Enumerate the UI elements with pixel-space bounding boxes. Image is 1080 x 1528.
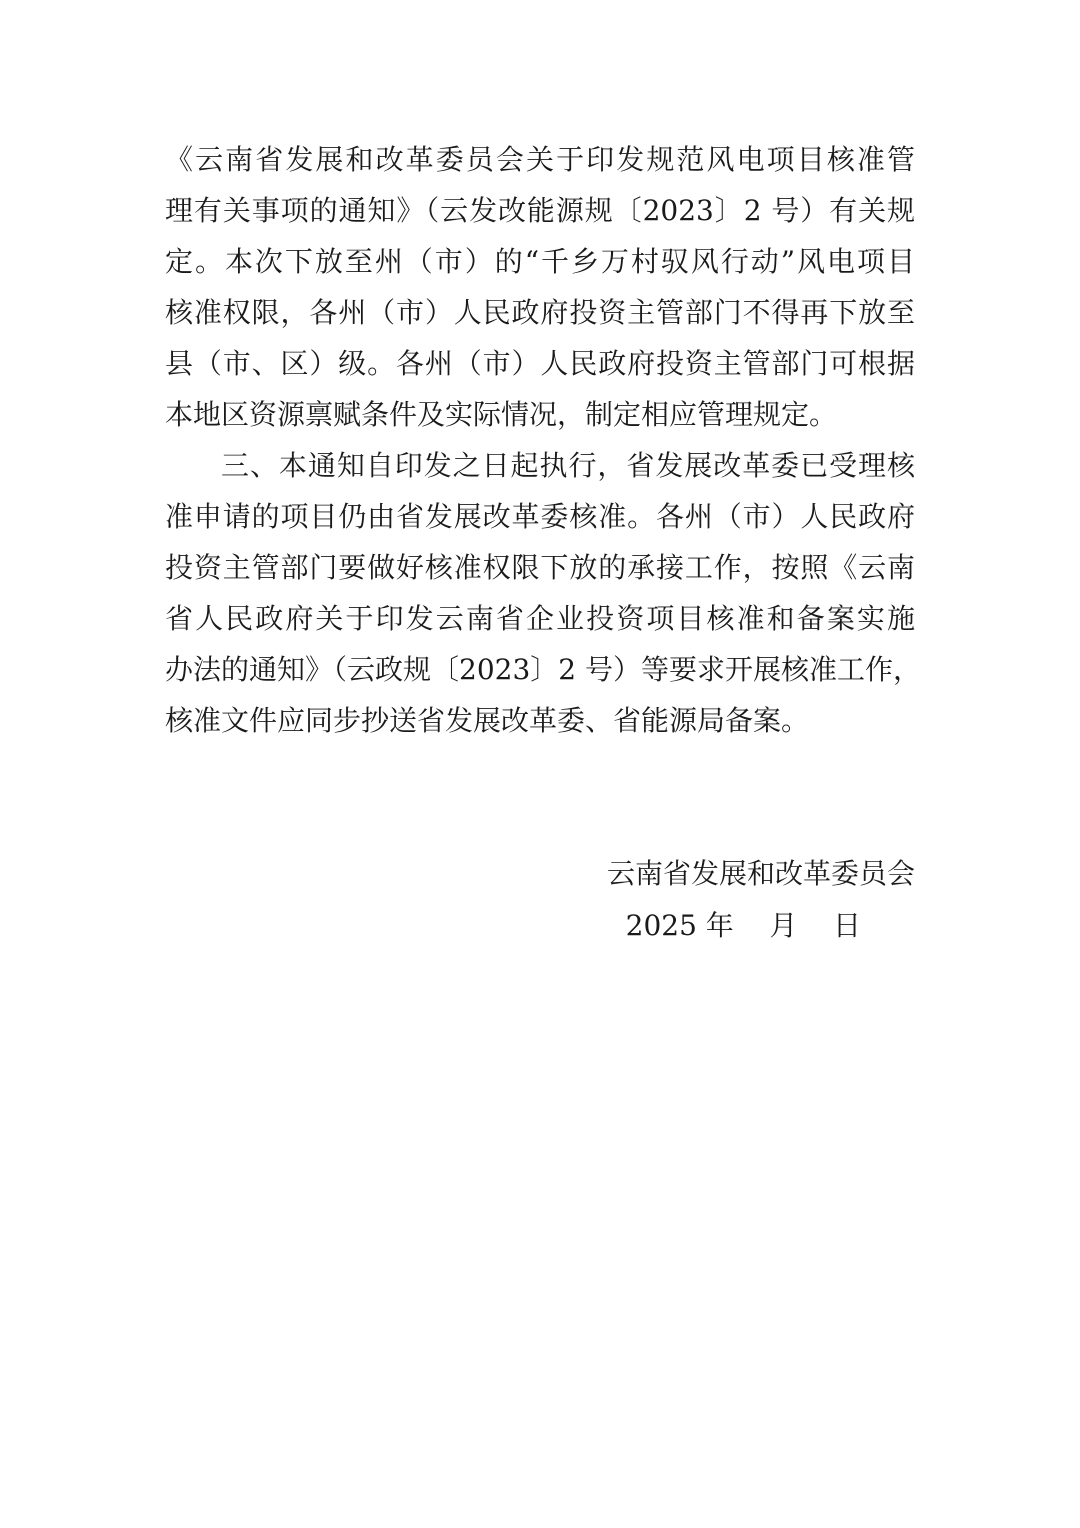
text-line: 三、本通知自印发之日起执行，省发展改革委已受理核 [221, 449, 915, 482]
signature-block [607, 848, 915, 952]
paragraph-three [165, 440, 921, 746]
text-line: 本地区资源禀赋条件及实际情况，制定相应管理规定。 [165, 398, 838, 431]
text-line: 理有关事项的通知》（云发改能源规〔2023〕2 号）有关规 [165, 194, 915, 227]
text-line: 县（市、区）级。各州（市）人民政府投资主管部门可根据 [165, 347, 915, 380]
paragraph-continued [165, 134, 915, 440]
text-line: 投资主管部门要做好核准权限下放的承接工作，按照《云南 [165, 551, 915, 584]
text-line: 准申请的项目仍由省发展改革委核准。各州（市）人民政府 [165, 500, 915, 533]
text-line: 省人民政府关于印发云南省企业投资项目核准和备案实施 [165, 602, 915, 635]
text-line: 核准文件应同步抄送省发展改革委、省能源局备案。 [165, 704, 810, 737]
document-body [165, 134, 921, 746]
issue-date: 2025 年 月 日 [625, 909, 861, 942]
text-line: 办法的通知》（云政规〔2023〕2 号）等要求开展核准工作， [165, 653, 921, 686]
issuer-name: 云南省发展和改革委员会 [606, 857, 915, 890]
text-line: 核准权限，各州（市）人民政府投资主管部门不得再下放至 [165, 296, 915, 329]
text-line: 《云南省发展和改革委员会关于印发规范风电项目核准管 [165, 143, 915, 176]
text-line: 定。本次下放至州（市）的“千乡万村驭风行动”风电项目 [165, 245, 915, 278]
